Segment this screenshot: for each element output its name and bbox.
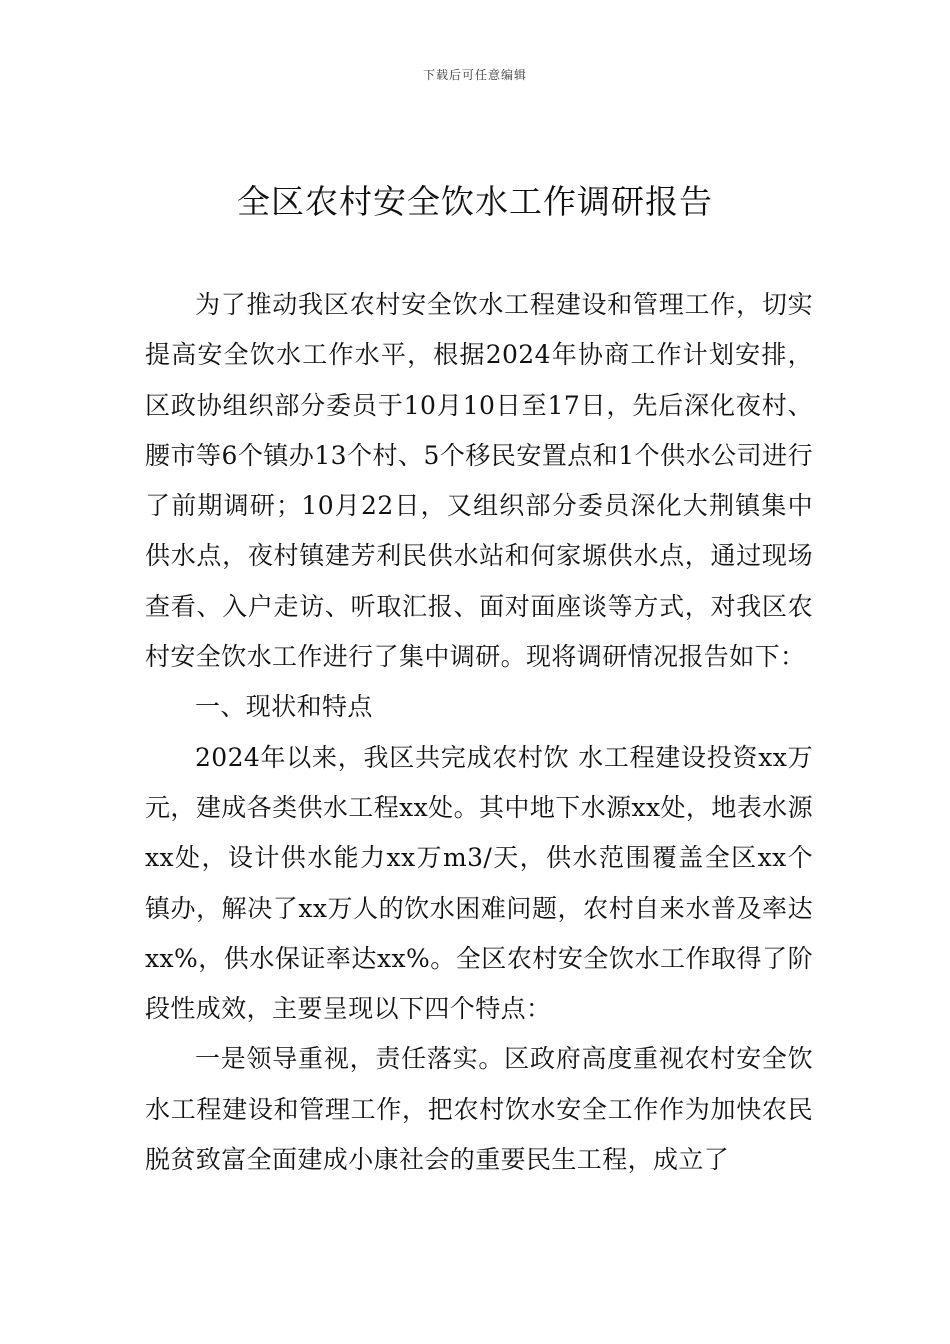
document-body bbox=[145, 280, 813, 1185]
paragraph-overview: 2024年以来，我区共完成农村饮 水工程建设投资xx万元，建成各类供水工程xx处。其中地下水源xx处，地表水源xx处，设计供水能力xx万m3/天，供水范围覆盖全区xx个镇办，解决了xx万人的饮水困难问题，农村自来水普及率达xx%，供水保证率达xx%。全区农村安全饮水工作取得了阶段性成效，主要呈现以下四个特点： bbox=[145, 742, 813, 1024]
section-heading-status: 一、现状和特点 bbox=[195, 692, 373, 722]
document-title: 全区农村安全饮水工作调研报告 bbox=[237, 182, 713, 221]
header-note: 下载后可任意编辑 bbox=[422, 68, 527, 82]
paragraph-feature-one: 一是领导重视，责任落实。区政府高度重视农村安全饮水工程建设和管理工作，把农村饮水安全工作作为加快农民脱贫致富全面建成小康社会的重要民生工程，成立了 bbox=[145, 1044, 813, 1175]
paragraph-intro: 为了推动我区农村安全饮水工程建设和管理工作，切实提高安全饮水工作水平，根据2024年协商工作计划安排，区政协组织部分委员于10月10日至17日，先后深化夜村、腰市等6个镇办13个村、5个移民安置点和1个供水公司进行了前期调研；10月22日，又组织部分委员深化大荆镇集中供水点，夜村镇建芳利民供水站和何家塬供水点，通过现场查看、入户走访、听取汇报、面对面座谈等方式，对我区农村安全饮水工作进行了集中调研。现将调研情况报告如下： bbox=[145, 290, 813, 672]
